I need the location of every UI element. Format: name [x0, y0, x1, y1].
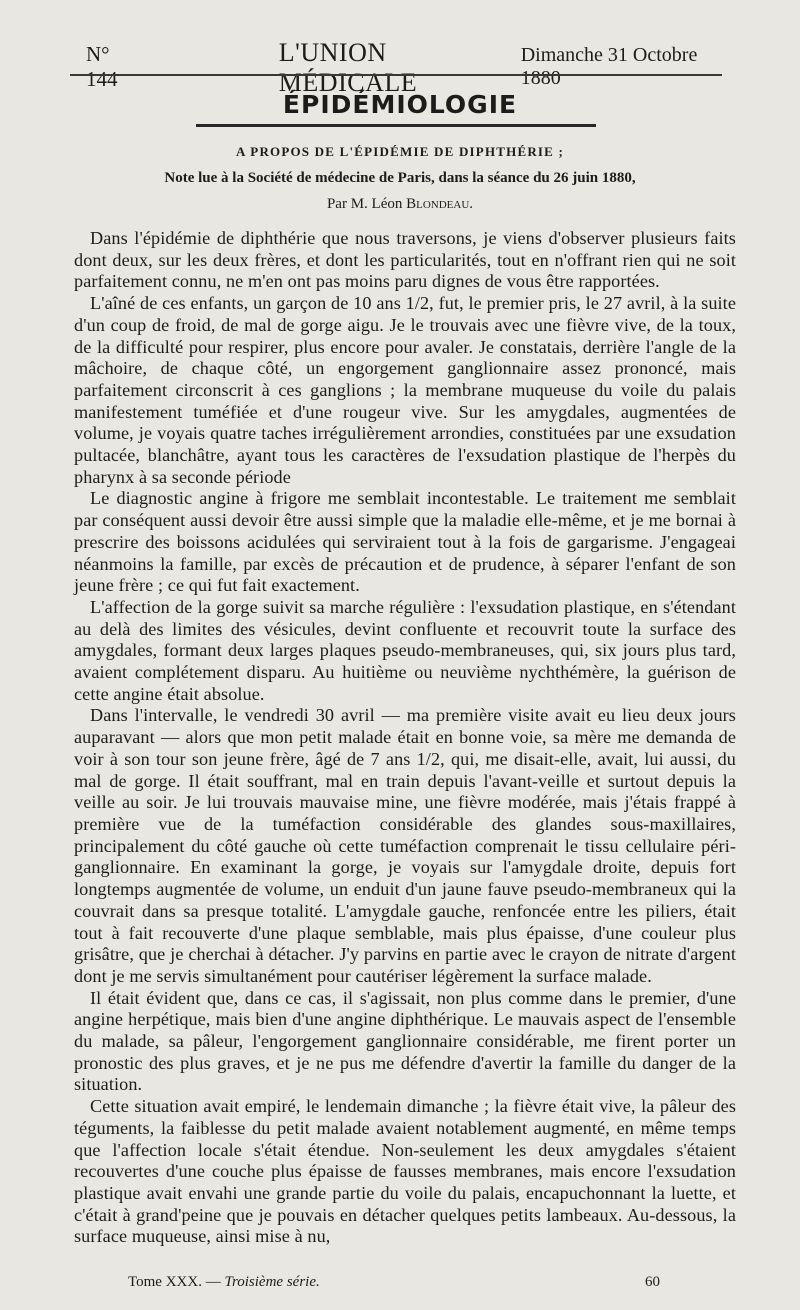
paragraph: Dans l'épidémie de diphthérie que nous traversons, je viens d'observer plusieurs faits dont deux, sur les deux frères, et dont les particularités, tout en n'offrant rien qui ne soit parfaitement connu, ne m'en ont pas moins paru dignes de vous être rapportées.	[74, 228, 736, 292]
footer-volume	[128, 1274, 320, 1291]
paragraph: Dans l'intervalle, le vendredi 30 avril — ma première visite avait eu lieu deux jours auparavant — alors que mon petit malade était en bonne voie, sa mère me demanda de voir à son tour son jeune frère, âgé de 7 ans 1/2, qui, me disait-elle, avait, lui aussi, du mal de gorge. Il était souffrant, mal en train depuis l'avant-veille et surtout depuis la veille au soir. Je lui trouvais mauvaise mine, une fièvre modérée, mais j'étais frappé à première vue de la tuméfaction considérable des glandes sous-maxillaires, principalement du côté gauche où cette tuméfaction comprenait le tissu cellulaire péri-ganglionnaire. En examinant la gorge, je voyais sur l'amygdale droite, depuis fort longtemps augmentée de volume, un enduit d'un jaune fauve pseudo-membraneux qui la couvrait dans sa presque totalité. L'amygdale gauche, renfoncée entre les piliers, était tout à fait recouverte d'une plaque semblable, mais plus épaisse, d'une couleur plus grisâtre, que je cherchai à détacher. J'y parvins en partie avec le crayon de nitrate d'argent dont je me servis simultanément pour cautériser légèrement la surface malade.	[74, 705, 736, 986]
author-name: Blondeau.	[406, 196, 474, 212]
paragraph: Il était évident que, dans ce cas, il s'agissait, non plus comme dans le premier, d'une angine herpétique, mais bien d'une angine diphthérique. Le mauvais aspect de l'ensemble du malade, sa pâleur, l'engorgement ganglionnaire considérable, me firent porter un pronostic des plus graves, et je ne pus me défendre d'avertir la famille du danger de la situation.	[74, 987, 736, 1095]
author-prefix: Par M. Léon	[326, 196, 403, 212]
section-title: ÉPIDÉMIOLOGIE	[282, 90, 518, 119]
page-header	[86, 38, 722, 97]
journal-title: L'UNION MÉDICALE	[278, 38, 418, 97]
paragraph: L'aîné de ces enfants, un garçon de 10 ans 1/2, fut, le premier pris, le 27 avril, à la suite d'un coup de froid, de mal de gorge aigu. Je le trouvais avec une fièvre vive, de la toux, de la difficulté pour respirer, plus encore pour avaler. Je constatais, derrière l'angle de la mâchoire, de chaque côté, un engorgement ganglionnaire assez prononcé, mais parfaitement circonscrit à ces ganglions ; la membrane muqueuse du voile du palais manifestement tuméfiée et d'une rougeur vive. Sur les amygdales, augmentées de volume, je voyais quatre taches irrégulièrement arrondies, constituées par une exsudation pultacée, blanchâtre, ayant tous les caractères de l'exsudation plastique de l'herpès du pharynx à sa seconde période	[74, 293, 736, 487]
article-author	[0, 196, 800, 213]
issue-number: N° 144	[86, 42, 118, 91]
footer-series: Troisième série.	[224, 1274, 320, 1290]
header-rule	[70, 74, 722, 76]
footer-tome: Tome XXX. —	[128, 1274, 221, 1290]
page-number: 60	[645, 1274, 660, 1290]
paragraph: L'affection de la gorge suivit sa marche régulière : l'exsudation plastique, en s'étendant au delà des limites des vésicules, devint confluente et recouvrit toute la surface des amygdales, formant deux larges plaques pseudo-membraneuses, qui, six jours plus tard, avaient complétement disparu. Au huitième ou neuvième nychthémère, la guérison de cette angine était absolue.	[74, 596, 736, 704]
article-subtitle: A PROPOS DE L'ÉPIDÉMIE DE DIPHTHÉRIE ;	[235, 144, 565, 159]
paragraph: Le diagnostic angine à frigore me semblait incontestable. Le traitement me semblait par conséquent aussi devoir être aussi simple que la maladie elle-même, et je me bornai à prescrire des boissons acidulées qui serviraient tout à la fois de gargarisme. J'engageai néanmoins la famille, par excès de précaution et de prudence, à séparer l'enfant de son jeune frère ; ce qui fut fait exactement.	[74, 488, 736, 596]
page-footer	[128, 1274, 660, 1291]
section-rule	[196, 124, 596, 127]
article-body	[74, 228, 736, 1248]
paragraph: Cette situation avait empiré, le lendemain dimanche ; la fièvre était vive, la pâleur des téguments, la faiblesse du petit malade avaient notablement augmenté, en même temps que l'affection locale s'était étendue. Non-seulement les deux amygdales s'étaient recouvertes d'une couche plus épaisse de fausses membranes, mais encore l'exsudation plastique avait envahi une grande partie du voile du palais, encapuchonnant la luette, et c'était à grand'peine que je pouvais en détacher quelques petits lambeaux. Au-dessous, la surface muqueuse, ainsi mise à nu,	[74, 1096, 736, 1247]
issue-date: Dimanche 31 Octobre 1880	[520, 44, 698, 89]
article-note: Note lue à la Société de médecine de Paris, dans la séance du 26 juin 1880,	[164, 170, 636, 186]
